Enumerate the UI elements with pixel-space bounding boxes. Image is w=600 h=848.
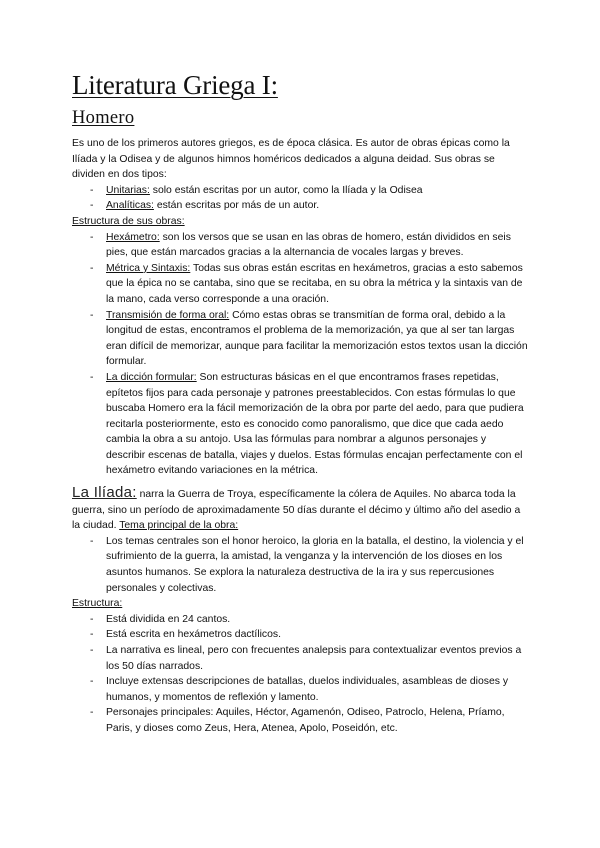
list-item [72, 261, 528, 308]
term: Transmisión de forma oral: [106, 309, 230, 321]
list-item [72, 308, 528, 370]
section-heading-iliada: La Ilíada: [72, 484, 137, 501]
list-item [72, 370, 528, 479]
themes-list [72, 534, 528, 596]
definition: son los versos que se usan en las obras de homero, están divididos en seis pies, que están marcados gracias a la alternancia de vocales largas y breves. [106, 231, 511, 259]
definition: Cómo estas obras se transmitían de forma oral, debido a la longitud de estas, encontramos el problema de la memorización, ya que al ser tan largas eran difícil de memorizar, aunque para facilitar la memorización estos textos usan la dicción formular. [106, 309, 528, 368]
iliada-structure-heading: Estructura: [72, 598, 123, 610]
list-item: - Está escrita en hexámetros dactílicos. [72, 627, 528, 643]
list-item: - Personajes principales: Aquiles, Héctor, Agamenón, Odiseo, Patroclo, Helena, Príamo, Paris, y dioses como Zeus, Hera, Atenea, Apolo, Poseidón, etc. [72, 705, 528, 736]
definition: Todas sus obras están escritas en hexámetros, gracias a esto sabemos que la épica no se cantaba, sino que se recitaba, en su obra la métrica y la sintaxis van de la mano, cada verso corresponde a una oración. [106, 262, 523, 305]
iliada-section [72, 485, 528, 737]
list-item: - Está dividida en 24 cantos. [72, 612, 528, 628]
list-item [72, 198, 528, 214]
homero-intro: Es uno de los primeros autores griegos, es de época clásica. Es autor de obras épicas como la Ilíada y la Odisea y de algunos himnos homéricos dedicados a alguna deidad. Sus obras se dividen en dos tipos: [72, 138, 510, 181]
iliada-intro-text: narra la Guerra de Troya, específicamente la cólera de Aquiles. No abarca toda la guerra, sino un período de aproximadamente 50 días durante el décimo y último año del asedio a la ciudad. [72, 489, 521, 532]
term: La dicción formular: [106, 371, 197, 383]
page-title: Literatura Griega I: [72, 70, 278, 100]
definition: solo están escritas por un autor, como la Ilíada y la Odisea [149, 184, 423, 196]
list-item [72, 183, 528, 199]
term: Analíticas: [106, 200, 154, 212]
list-item: - Incluye extensas descripciones de batallas, duelos individuales, asambleas de dioses y humanos, y momentos de reflexión y lamento. [72, 674, 528, 705]
iliada-structure-list [72, 612, 528, 737]
structure-heading: Estructura de sus obras: [72, 215, 185, 227]
list-item: - La narrativa es lineal, pero con frecuentes analepsis para contextualizar eventos previos a los 50 días narrados. [72, 643, 528, 674]
structure-list [72, 230, 528, 480]
list-item: - Los temas centrales son el honor heroico, la gloria en la batalla, el destino, la violencia y el sufrimiento de la guerra, la amistad, la venganza y la intervención de los dioses en los asuntos humanos. Se explora la naturaleza destructiva de la ira y sus repercusiones personales y colectivas. [72, 534, 528, 596]
definition: Son estructuras básicas en el que encontramos frases repetidas, epítetos fijos para cada personaje y patrones preestablecidos. Con estas fórmulas lo que buscaba Homero era la fácil memorización de la obra por parte del aedo, para que pudiera recitarla posteriormente, esto es conocido como panoralismo, que dice que cada aedo cambia la obra a su antojo. Usa las fórmulas para nombrar a algunos personajes y describir escenas de batalla, viajes y duelos. Estas fórmulas encajan perfectamente con el hexámetro evitando variaciones en la métrica. [106, 371, 524, 477]
section-heading-homero: Homero [72, 108, 135, 128]
term: Hexámetro: [106, 231, 160, 243]
types-list [72, 183, 528, 214]
homero-section [72, 136, 528, 479]
list-item [72, 230, 528, 261]
term: Métrica y Sintaxis: [106, 262, 191, 274]
definition: están escritas por más de un autor. [153, 200, 320, 212]
term: Unitarias: [106, 184, 150, 196]
iliada-intro [72, 485, 528, 534]
theme-heading: Tema principal de la obra: [119, 520, 239, 532]
